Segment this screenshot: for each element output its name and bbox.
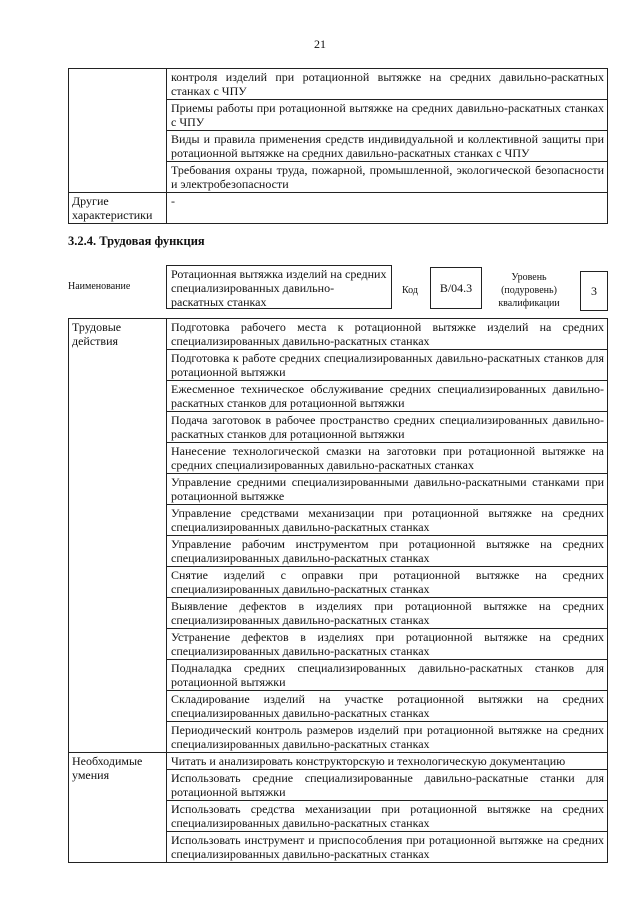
- other-characteristics-value: -: [167, 193, 608, 224]
- labor-action-item: Периодический контроль размеров изделий при ротационной вытяжке на средних специализированных давильно-раскатных станках: [167, 722, 608, 753]
- table-row: [69, 193, 608, 224]
- table-row: [69, 753, 608, 770]
- requirement-cell: Требования охраны труда, пожарной, промышленной, экологической безопасности и электробезопасности: [167, 162, 608, 193]
- labor-action-item: Подготовка рабочего места к ротационной вытяжке изделий на средних специализированных давильно-раскатных станках: [167, 319, 608, 350]
- labor-action-item: Управление рабочим инструментом при ротационной вытяжке на средних специализированных давильно-раскатных станках: [167, 536, 608, 567]
- other-characteristics-label: Другие характеристики: [69, 193, 167, 224]
- function-name-box: Ротационная вытяжка изделий на средних специализированных давильно-раскатных станках: [166, 265, 392, 309]
- labor-action-item: Нанесение технологической смазки на заготовки при ротационной вытяжке на средних специализированных давильно-раскатных станках: [167, 443, 608, 474]
- labor-action-item: Ежесменное техническое обслуживание средних специализированных давильно-раскатных станков для ротационной вытяжки: [167, 381, 608, 412]
- table-row: [69, 319, 608, 350]
- labor-action-item: Управление средними специализированными давильно-раскатными станками при ротационной вытяжке: [167, 474, 608, 505]
- table-row: [69, 69, 608, 100]
- page-number: 21: [314, 37, 326, 51]
- requirement-cell: контроля изделий при ротационной вытяжке на средних давильно-раскатных станках с ЧПУ: [167, 69, 608, 100]
- requirement-cell: Виды и правила применения средств индивидуальной и коллективной защиты при ротационной вытяжке на средних давильно-раскатных станках с ЧПУ: [167, 131, 608, 162]
- skills-label: Необходимые умения: [69, 753, 167, 863]
- skill-item: Использовать инструмент и приспособления при ротационной вытяжке на средних специализированных давильно-раскатных станках: [167, 832, 608, 863]
- qualification-level-label: Уровень (подуровень) квалификации: [498, 272, 560, 309]
- code-value-box: B/04.3: [430, 267, 482, 309]
- skill-item: Использовать средства механизации при ротационной вытяжке на средних специализированных давильно-раскатных станках: [167, 801, 608, 832]
- labor-action-item: Устранение дефектов в изделиях при ротационной вытяжке на средних специализированных давильно-раскатных станках: [167, 629, 608, 660]
- empty-label-cell: [69, 69, 167, 193]
- labor-function-table: [68, 318, 608, 863]
- skill-item: Читать и анализировать конструкторскую и технологическую документацию: [167, 753, 608, 770]
- labor-action-item: Управление средствами механизации при ротационной вытяжке на средних специализированных давильно-раскатных станках: [167, 505, 608, 536]
- qualification-level-box: 3: [580, 271, 608, 311]
- continuation-table: [68, 68, 608, 224]
- labor-action-item: Подготовка к работе средних специализированных давильно-раскатных станков для ротационной вытяжки: [167, 350, 608, 381]
- labor-action-item: Подача заготовок в рабочее пространство средних специализированных давильно-раскатных станков для ротационной вытяжки: [167, 412, 608, 443]
- section-heading: 3.2.4. Трудовая функция: [68, 234, 205, 248]
- code-label: Код: [402, 285, 418, 296]
- labor-action-item: Складирование изделий на участке ротационной вытяжки на средних специализированных давильно-раскатных станках: [167, 691, 608, 722]
- name-label: Наименование: [68, 281, 131, 292]
- labor-actions-label: Трудовые действия: [69, 319, 167, 753]
- labor-action-item: Подналадка средних специализированных давильно-раскатных станков для ротационной вытяжки: [167, 660, 608, 691]
- labor-action-item: Снятие изделий с оправки при ротационной вытяжке на средних специализированных давильно-раскатных станках: [167, 567, 608, 598]
- skill-item: Использовать средние специализированные давильно-раскатные станки для ротационной вытяжки: [167, 770, 608, 801]
- labor-action-item: Выявление дефектов в изделиях при ротационной вытяжке на средних специализированных давильно-раскатных станках: [167, 598, 608, 629]
- requirement-cell: Приемы работы при ротационной вытяжке на средних давильно-раскатных станках с ЧПУ: [167, 100, 608, 131]
